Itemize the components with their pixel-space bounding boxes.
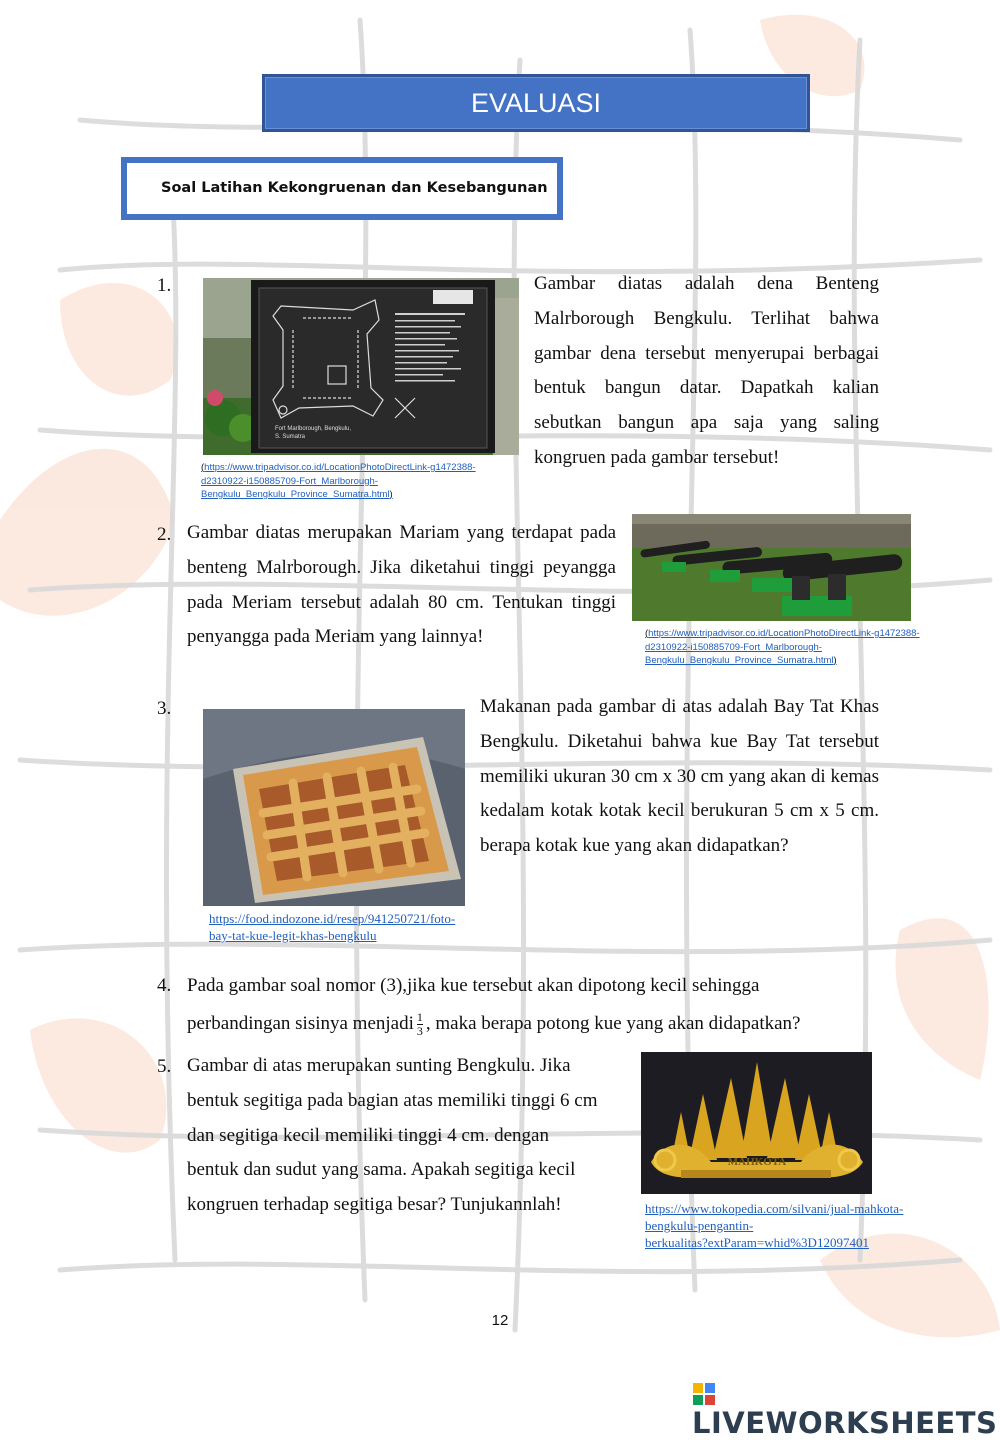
question-5-line-2: bentuk segitiga pada bagian atas memiliki tinggi 6 cm — [187, 1089, 598, 1111]
page-number: 12 — [491, 1312, 509, 1329]
question-4-number: 4. — [157, 975, 172, 996]
question-3-link-line-2[interactable]: bay-tat-kue-legit-khas-bengkulu — [209, 928, 377, 943]
question-2-text-content: Gambar diatas merupakan Mariam yang terdapat pada benteng Malrborough. Jika diketahui tinggi peyangga pada Meriam tersebut adalah 80 cm. Tentukan tinggi penyangga pada Meriam yang lainnya! — [187, 522, 616, 648]
question-2-link-line-1[interactable]: https://www.tripadvisor.co.id/LocationPhotoDirectLink-g1472388- — [648, 628, 920, 639]
question-1-link-line-1[interactable]: https://www.tripadvisor.co.id/LocationPhotoDirectLink-g1472388- — [204, 462, 476, 473]
liveworksheets-icon — [692, 1379, 716, 1403]
section-subtitle-box — [121, 157, 563, 220]
question-3-number: 3. — [157, 698, 172, 719]
question-3-text-content: Makanan pada gambar di atas adalah Bay Tat Khas Bengkulu. Diketahui bahwa kue Bay Tat tersebut memiliki ukuran 30 cm x 30 cm yang akan di kemas kedalam kotak kotak kecil berukuran 5 cm x 5 cm. berapa kotak kue yang akan didapatkan? — [480, 696, 879, 857]
question-5-link-line-3[interactable]: berkualitas?extParam=whid%3D12097401 — [645, 1235, 869, 1250]
question-5-number: 5. — [157, 1056, 172, 1077]
question-1-link[interactable]: (https://www.tripadvisor.co.id/LocationPhotoDirectLink-g1472388- d2310922-i150885709-Fort_Marlborough- Bengkulu_Bengkulu_Province_Sumatra.html) — [201, 462, 476, 500]
question-5-link[interactable] — [645, 1200, 925, 1251]
question-4-line-2-pre: perbandingan sisinya menjadi — [187, 1013, 414, 1034]
question-5-line-5: kongruen terhadap segitiga besar? Tunjukannlah! — [187, 1194, 562, 1216]
section-subtitle: Soal Latihan Kekongruenan dan Kesebangunan — [127, 163, 557, 214]
question-2-link-line-2[interactable]: d2310922-i150885709-Fort_Marlborough- — [645, 641, 822, 653]
question-5-link-line-2[interactable]: bengkulu-pengantin- — [645, 1218, 754, 1233]
question-5-line-1: Gambar di atas merupakan sunting Bengkulu. Jika — [187, 1055, 571, 1076]
question-2-link-line-3[interactable]: Bengkulu_Bengkulu_Province_Sumatra.html — [645, 655, 834, 666]
question-4-line-1: Pada gambar soal nomor (3),jika kue tersebut akan dipotong kecil sehingga — [187, 975, 760, 996]
question-2-link[interactable]: (https://www.tripadvisor.co.id/LocationPhotoDirectLink-g1472388- d2310922-i150885709-Fort_Marlborough- Bengkulu_Bengkulu_Province_Sumatra.html) — [645, 628, 920, 666]
liveworksheets-logo[interactable] — [692, 1372, 1000, 1440]
question-3-link[interactable] — [209, 910, 479, 944]
fraction-denominator: 3 — [416, 1024, 423, 1039]
question-2-number: 2. — [157, 524, 172, 545]
question-5-text — [187, 1049, 637, 1223]
question-1-text — [534, 267, 879, 476]
liveworksheets-brand-text: LIVEWORKSHEETS — [692, 1406, 998, 1440]
question-5-line-4: bentuk dan sudut yang sama. Apakah segitiga kecil — [187, 1159, 576, 1181]
fraction-one-third — [417, 1011, 423, 1038]
question-1-link-line-3[interactable]: Bengkulu_Bengkulu_Province_Sumatra.html — [201, 489, 390, 500]
bay-tat-cake-image — [203, 709, 465, 906]
question-4-line-2-post: , maka berapa potong kue yang akan didapatkan? — [425, 1013, 801, 1034]
question-5-link-line-1[interactable]: https://www.tokopedia.com/silvani/jual-mahkota- — [645, 1201, 904, 1216]
sunting-crown-image — [641, 1052, 872, 1194]
question-1-link-line-2[interactable]: d2310922-i150885709-Fort_Marlborough- — [201, 475, 378, 487]
question-5-line-3: dan segitiga kecil memiliki tinggi 4 cm. dengan — [187, 1124, 549, 1146]
question-1-number: 1. — [157, 275, 172, 296]
question-3-link-line-1[interactable]: https://food.indozone.id/resep/941250721/foto- — [209, 911, 456, 926]
cannons-image — [632, 514, 911, 621]
question-3-text — [480, 690, 879, 864]
crown-label: MAHKOTA — [727, 1156, 787, 1168]
map-sign-caption-2: S. Sumatra — [275, 434, 306, 440]
page-title: EVALUASI — [262, 74, 810, 132]
question-1-text-content: Gambar diatas adalah dena Benteng Malrborough Bengkulu. Terlihat bahwa gambar dena tersebut menyerupai berbagai bentuk bangun datar. Dapatkah kalian sebutkan bangun apa saja yang saling kongruen pada gambar tersebut! — [534, 273, 879, 468]
map-sign-caption-1: Fort Marlborough, Bengkulu, — [275, 426, 352, 432]
question-4-line-2 — [187, 1007, 907, 1041]
question-2-text — [187, 516, 616, 655]
fraction-numerator: 1 — [416, 1010, 423, 1025]
fort-map-image — [203, 278, 519, 455]
